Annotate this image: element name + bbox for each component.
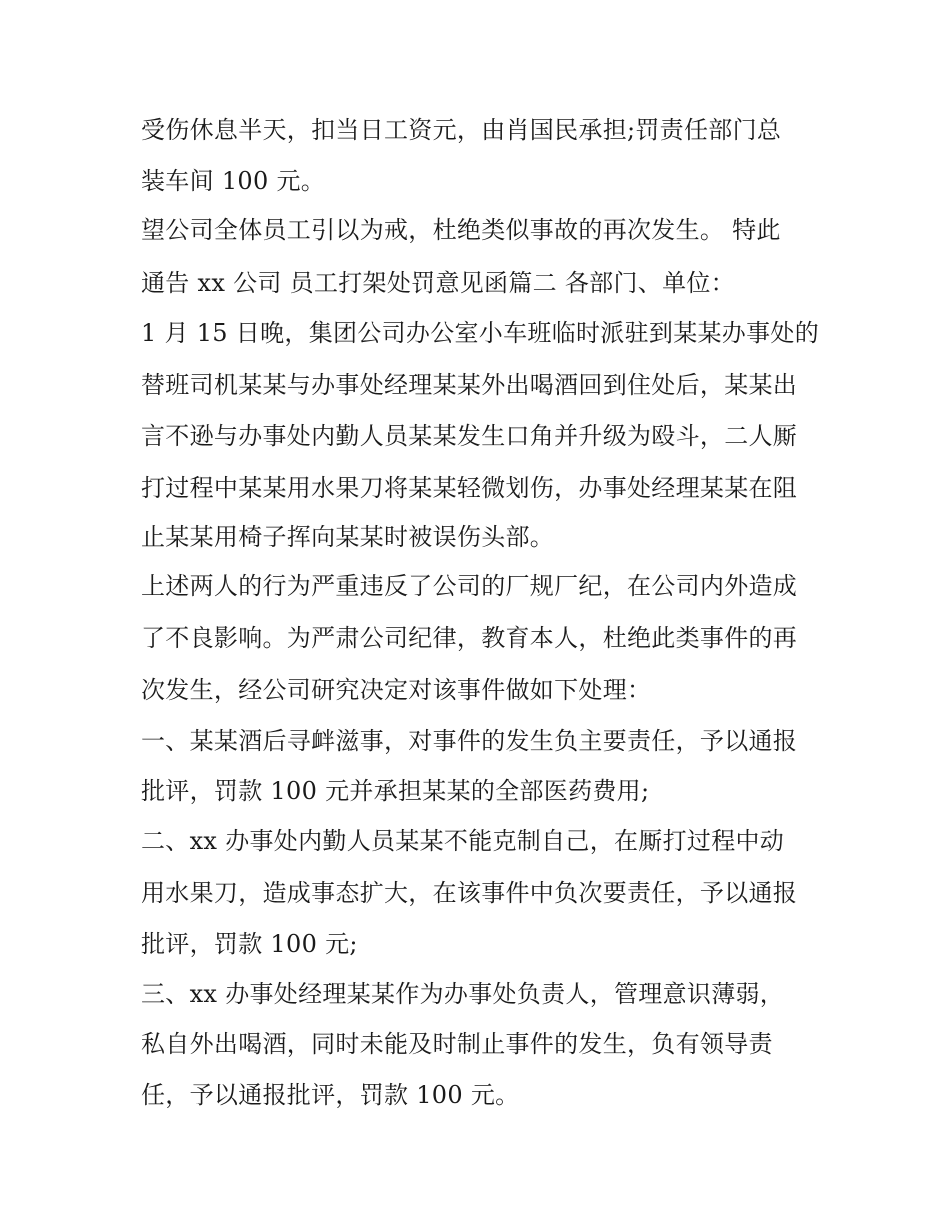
- text-line: 受伤休息半天，扣当日工资元，由肖国民承担;罚责任部门总: [141, 116, 782, 144]
- text-line: 二、xx 办事处内勤人员某某不能克制自己，在厮打过程中动: [141, 827, 785, 855]
- text-line: 上述两人的行为严重违反了公司的厂规厂纪，在公司内外造成: [141, 572, 798, 600]
- text-line: 装车间 100 元。: [141, 167, 326, 195]
- text-line: 用水果刀，造成事态扩大，在该事件中负次要责任，予以通报: [141, 879, 798, 907]
- text-line: 望公司全体员工引以为戒，杜绝类似事故的再次发生。 特此: [141, 216, 781, 244]
- text-line: 1 月 15 日晚，集团公司办公室小车班临时派驻到某某办事处的: [141, 319, 819, 347]
- text-line: 替班司机某某与办事处经理某某外出喝酒回到住处后，某某出: [141, 371, 798, 399]
- text-line: 言不逊与办事处内勤人员某某发生口角并升级为殴斗，二人厮: [141, 422, 798, 450]
- text-line: 一、某某酒后寻衅滋事，对事件的发生负主要责任，予以通报: [141, 727, 798, 755]
- text-line: 三、xx 办事处经理某某作为办事处负责人，管理意识薄弱，: [141, 980, 785, 1008]
- text-line: 打过程中某某用水果刀将某某轻微划伤，办事处经理某某在阻: [141, 474, 798, 502]
- text-line: 次发生，经公司研究决定对该事件做如下处理：: [141, 676, 652, 704]
- text-line: 批评，罚款 100 元;: [141, 930, 358, 958]
- text-line: 通告 xx 公司 员工打架处罚意见函篇二 各部门、单位：: [141, 269, 735, 297]
- text-line: 批评，罚款 100 元并承担某某的全部医药费用;: [141, 777, 650, 805]
- text-line: 了不良影响。为严肃公司纪律，教育本人，杜绝此类事件的再: [141, 624, 798, 652]
- text-line: 任，予以通报批评，罚款 100 元。: [141, 1081, 520, 1109]
- text-line: 止某某用椅子挥向某某时被误伤头部。: [141, 523, 555, 551]
- text-line: 私自外出喝酒，同时未能及时制止事件的发生，负有领导责: [141, 1030, 773, 1058]
